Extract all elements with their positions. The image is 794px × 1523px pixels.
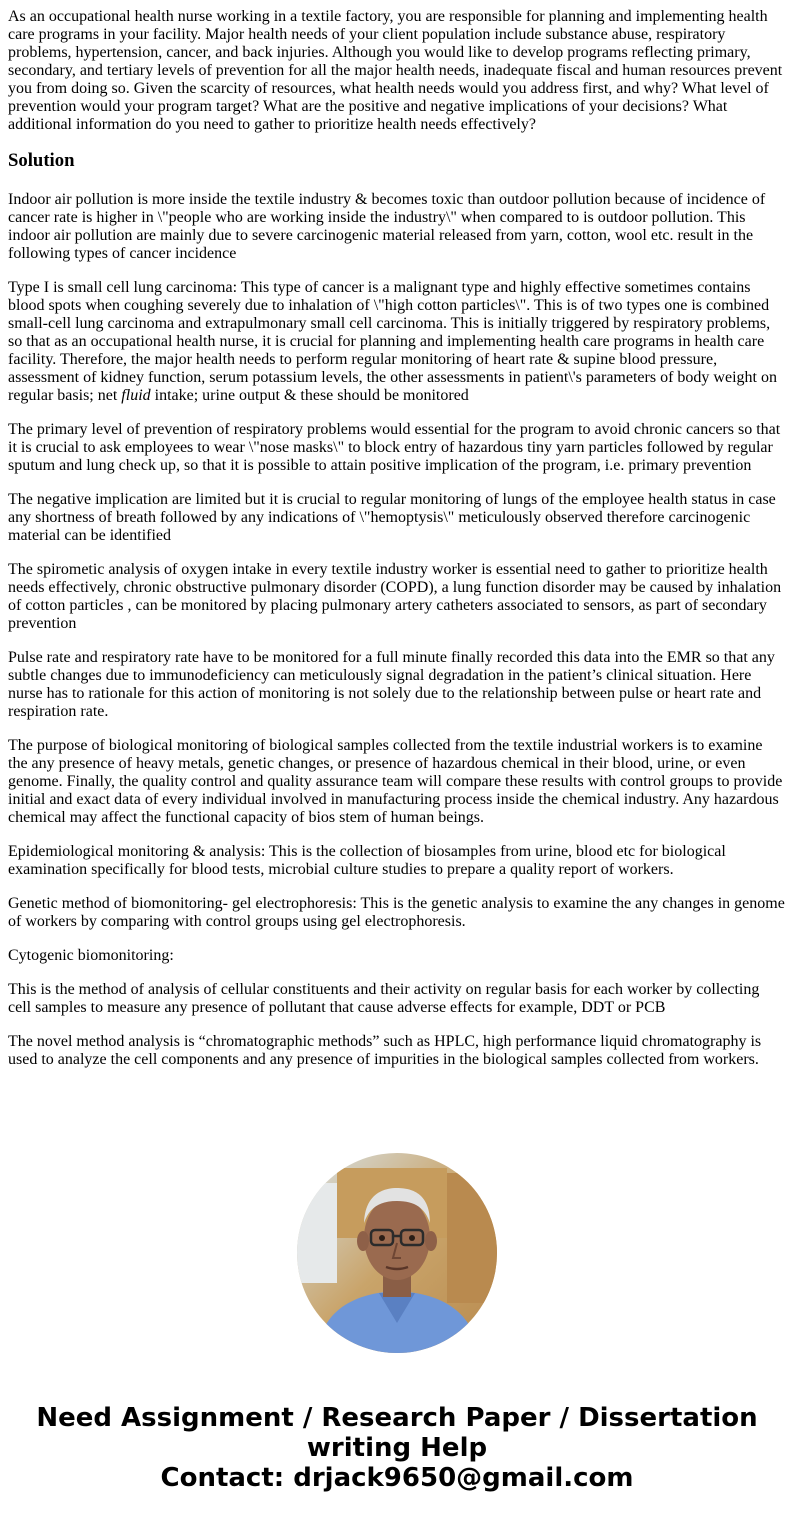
paragraph-text: intake; urine output & these should be monitored xyxy=(150,387,469,404)
paragraph-biological-monitoring: The purpose of biological monitoring of biological samples collected from the textile industrial workers is to examine the any presence of heavy metals, genetic changes, or presence of hazardous chemical in their blood, urine, or even genome. Finally, the quality control and quality assurance team will compare these results with control groups to provide initial and exact data of every individual involved in manufacturing process inside the chemical industry. Any hazardous chemical may affect the functional capacity of bios stem of human beings. xyxy=(8,737,783,826)
contact-email: Contact: drjack9650@gmail.com xyxy=(160,1463,634,1493)
paragraph-epidemiological: Epidemiological monitoring & analysis: This is the collection of biosamples from urine, blood etc for biological examination specifically for blood tests, microbial culture studies to prepare a quality report of workers. xyxy=(8,843,726,878)
paragraph-spirometric-analysis: The spirometic analysis of oxygen intake in every textile industry worker is essential need to gather to prioritize health needs effectively, chronic obstructive pulmonary disorder (COPD), a lung function disorder may be caused by inhalation of cotton particles , can be monitored by placing pulmonary artery catheters associated to sensors, as part of secondary prevention xyxy=(8,561,782,632)
author-photo xyxy=(297,1153,497,1353)
article-body xyxy=(8,8,786,1085)
avatar xyxy=(297,1153,497,1353)
paragraph-cytogenic-heading: Cytogenic biomonitoring: xyxy=(8,947,174,964)
paragraph-indoor-pollution: Indoor air pollution is more inside the textile industry & becomes toxic than outdoor pollution because of incidence of cancer rate is higher in \"people who are working inside the industry\" when compared to is outdoor pollution. This indoor air pollution are mainly due to severe carcinogenic material released from yarn, cotton, wool etc. result in the following types of cancer incidence xyxy=(8,191,766,262)
cta-line: writing Help xyxy=(306,1433,488,1463)
paragraph-primary-prevention: The primary level of prevention of respiratory problems would essential for the program to avoid chronic cancers so that it is crucial to ask employees to wear \"nose masks\" to block entry of hazardous tiny yarn particles followed by regular sputum and lung check up, so that it is possible to attain positive implication of the program, i.e. primary prevention xyxy=(8,421,781,474)
paragraph-negative-implication: The negative implication are limited but it is crucial to regular monitoring of lungs of the employee health status in case any shortness of breath followed by any indications of \"hemoptysis\" meticulously observed therefore carcinogenic material can be identified xyxy=(8,491,776,544)
paragraph-cytogenic: This is the method of analysis of cellular constituents and their activity on regular basis for each worker by collecting cell samples to measure any presence of pollutant that cause adverse effects for example, DDT or PCB xyxy=(8,981,760,1016)
paragraph-genetic-method: Genetic method of biomonitoring- gel electrophoresis: This is the genetic analysis to examine the any changes in genome of workers by comparing with control groups using gel electrophoresis. xyxy=(8,895,785,930)
paragraph-text: Type I is small cell lung carcinoma: This type of cancer is a malignant type and highly effective sometimes contains blood spots when coughing severely due to inhalation of \"high cotton particles\". This is of two types one is combined small-cell lung carcinoma and extrapulmonary small cell carcinoma. This is initially triggered by respiratory problems, so that as an occupational health nurse, it is crucial for planning and implementing health care programs in health care facility. Therefore, the major health needs to perform regular monitoring of heart rate & supine blood pressure, assessment of kidney function, serum potassium levels, the other assessments in patient\'s parameters of body weight on regular basis; net xyxy=(8,279,777,404)
cta-line: Need Assignment / Research Paper / Dissertation xyxy=(36,1403,758,1433)
question-text: As an occupational health nurse working in a textile factory, you are responsible for planning and implementing health care programs in your facility. Major health needs of your client population include substance abuse, respiratory problems, hypertension, cancer, and back injuries. Although you would like to develop programs reflecting primary, secondary, and tertiary levels of prevention for all the major health needs, inadequate fiscal and human resources prevent you from doing so. Given the scarcity of resources, what health needs would you address first, and why? What level of prevention would your program target? What are the positive and negative implications of your decisions? What additional information do you need to gather to prioritize health needs effectively? xyxy=(8,8,783,133)
contact-banner xyxy=(0,1403,794,1493)
paragraph-chromatographic: The novel method analysis is “chromatographic methods” such as HPLC, high performance liquid chromatography is used to analyze the cell components and any presence of impurities in the biological samples collected from workers. xyxy=(8,1033,762,1068)
italic-term: fluid xyxy=(121,387,151,404)
solution-heading: Solution xyxy=(8,150,75,171)
paragraph-pulse-monitoring: Pulse rate and respiratory rate have to be monitored for a full minute finally recorded this data into the EMR so that any subtle changes due to immunodeficiency can meticulously signal degradation in the patient’s clinical situation. Here nurse has to rationale for this action of monitoring is not solely due to the relationship between pulse or heart rate and respiration rate. xyxy=(8,649,775,720)
paragraph-small-cell-carcinoma xyxy=(8,279,786,405)
